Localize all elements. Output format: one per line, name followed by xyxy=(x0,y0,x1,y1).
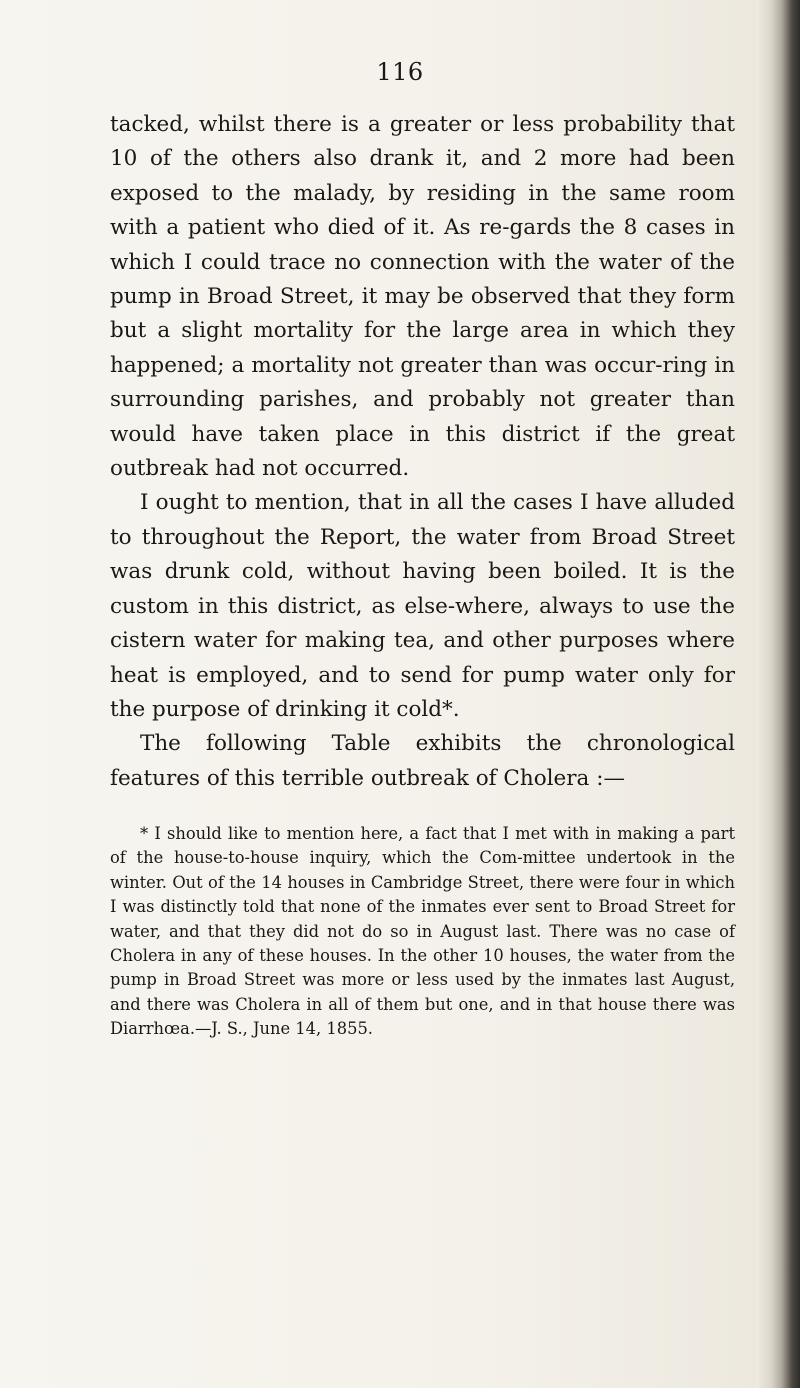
paragraph-1: tacked, whilst there is a greater or less probability that 10 of the others also drank it, and 2 more had been exposed to the malady, by residing in the same room with a patient who died of it. As re-gards the 8 cases in which I could trace no connection with the water of the pump in Broad Street, it may be observed that they form but a slight mortality for the large area in which they happened; a mortality not greater than was occur-ring in surrounding parishes, and probably not greater than would have taken place in this district if the great outbreak had not occurred. xyxy=(110,112,735,482)
page-edge-shadow xyxy=(756,0,800,1388)
footnote: * I should like to mention here, a fact that I met with in making a part of the house-to-house inquiry, which the Com-mittee undertook in the winter. Out of the 14 houses in Cambridge Street, there were four in which I was distinctly told that none of the inmates ever sent to Broad Street for water, and that they did not do so in August last. There was no case of Cholera in any of these houses. In the other 10 houses, the water from the pump in Broad Street was more or less used by the inmates last August, and there was Cholera in all of them but one, and in that house there was Diarrhœa.—J. S., June 14, 1855. xyxy=(110,824,735,1039)
paragraph-2: I ought to mention, that in all the cases I have alluded to throughout the Report, the water from Broad Street was drunk cold, without having been boiled. It is the custom in this district, as else-where, always to use the cistern water for making tea, and other purposes where heat is employed, and to send for pump water only for the purpose of drinking it cold*. xyxy=(110,490,735,722)
paragraph-3: The following Table exhibits the chronological features of this terrible outbreak of Cholera :— xyxy=(110,731,735,791)
page-number: 116 xyxy=(376,58,424,86)
body-text xyxy=(110,108,735,796)
